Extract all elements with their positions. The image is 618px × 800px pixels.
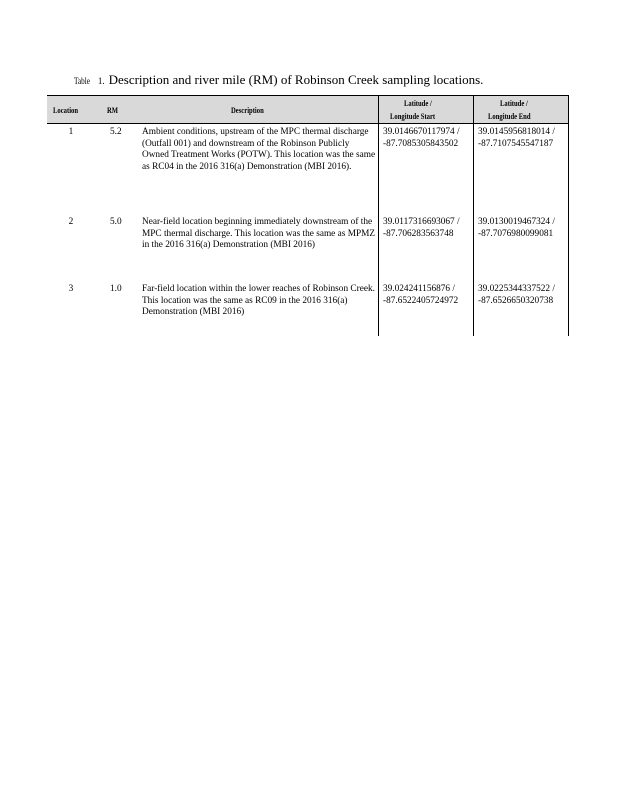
row-2-description: Near-field location beginning immediately downstream of the MPC thermal discharge. This location was the same as MPMZ in the 2016 316(a) Demonstration (MBI 2016) <box>142 217 376 250</box>
sampling-locations-table <box>47 95 569 336</box>
header-end-top: Latitude / <box>500 98 528 108</box>
header-start-top: Latitude / <box>404 98 432 108</box>
row-2-rm: 5.0 <box>110 217 122 227</box>
row-2-end: 39.0130019467324 / -87.7076980099081 <box>478 217 555 239</box>
header-rm: RM <box>107 105 119 115</box>
header-location: Location <box>53 105 79 115</box>
row-1-start: 39.0146670117974 / -87.7085305843502 <box>383 127 460 149</box>
header-description: Description <box>231 105 264 115</box>
caption-title: Description and river mile (RM) of Robinson Creek sampling locations. <box>108 72 484 87</box>
header-end-bottom: Longitude End <box>488 111 531 121</box>
row-3-rm: 1.0 <box>110 284 122 294</box>
row-3-description: Far-field location within the lower reaches of Robinson Creek. This location was the same as RC09 in the 2016 316(a) Demonstration (MBI 2016) <box>142 284 375 317</box>
caption-label: Table <box>74 76 90 86</box>
row-3-end: 39.0225344337522 / -87.6526650320738 <box>478 284 555 306</box>
table-caption <box>74 71 483 89</box>
row-1-end: 39.0145956818014 / -87.7107545547187 <box>478 127 555 149</box>
table-header <box>47 95 569 124</box>
row-1-description: Ambient conditions, upstream of the MPC thermal discharge (Outfall 001) and downstream of the Robinson Publicly Owned Treatment Works (POTW). This location was the same as RC04 in the 2016 316(a) Demonstration (MBI 2016). <box>142 127 376 172</box>
header-start-bottom: Longitude Start <box>390 111 436 121</box>
row-3-start: 39.024241156876 / -87.6522405724972 <box>383 284 459 306</box>
column-divider <box>378 95 379 336</box>
row-3-location: 3 <box>68 284 74 294</box>
caption-number: 1. <box>97 76 105 86</box>
row-1-location: 1 <box>68 127 74 137</box>
row-2-location: 2 <box>68 217 74 227</box>
row-1-rm: 5.2 <box>110 127 122 137</box>
row-2-start: 39.0117316693067 / -87.706283563748 <box>383 217 460 239</box>
